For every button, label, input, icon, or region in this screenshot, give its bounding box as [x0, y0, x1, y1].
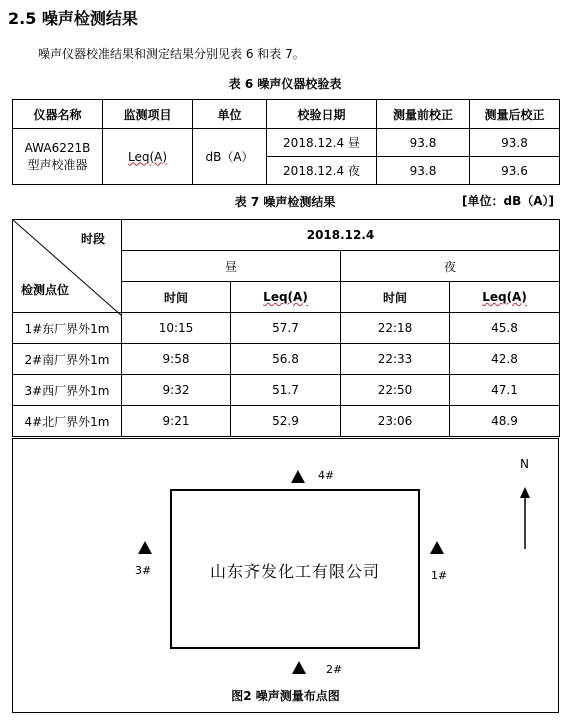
- table7-caption: 表 7 噪声检测结果: [234, 195, 336, 209]
- col-leq-day: Leq(A): [263, 290, 308, 304]
- day-time: 9:58: [122, 344, 231, 375]
- point-label-1: 1#: [431, 569, 448, 582]
- col-leq-night: Leq(A): [482, 290, 527, 304]
- calib-before: 93.8: [377, 129, 470, 157]
- section-title: 2.5 噪声检测结果: [8, 9, 138, 28]
- day-leq: 52.9: [231, 406, 341, 437]
- day-time: 9:32: [122, 375, 231, 406]
- header-before: 测量前校正: [377, 100, 470, 129]
- factory-name: 山东齐发化工有限公司: [209, 562, 380, 581]
- day-header: 昼: [122, 251, 341, 282]
- intro-paragraph: 噪声仪器校准结果和测定结果分别见表 6 和表 7。: [38, 47, 305, 61]
- night-leq: 42.8: [450, 344, 560, 375]
- day-leq: 57.7: [231, 313, 341, 344]
- table-row: [13, 313, 560, 344]
- col-time-day: 时间: [122, 282, 231, 313]
- calib-before: 93.8: [377, 157, 470, 185]
- point-label-2: 2#: [326, 663, 343, 676]
- calib-after: 93.8: [470, 129, 560, 157]
- layout-figure: [12, 438, 559, 713]
- unit-value: dB（A）: [193, 129, 267, 185]
- calib-after: 93.6: [470, 157, 560, 185]
- day-time: 9:21: [122, 406, 231, 437]
- noise-results-table: [12, 219, 560, 437]
- table-row: [13, 406, 560, 437]
- col-time-night: 时间: [341, 282, 450, 313]
- factory-outline: [170, 489, 420, 649]
- night-time: 22:18: [341, 313, 450, 344]
- table-row: [13, 375, 560, 406]
- point-label-4: 4#: [318, 469, 335, 482]
- point-name: 3#西厂界外1m: [13, 375, 122, 406]
- header-item: 监测项目: [103, 100, 193, 129]
- night-leq: 47.1: [450, 375, 560, 406]
- north-arrow-icon: [518, 487, 532, 551]
- corner-header: [13, 220, 122, 313]
- header-after: 测量后校正: [470, 100, 560, 129]
- night-header: 夜: [341, 251, 560, 282]
- corner-bottom-label: 检测点位: [21, 283, 70, 297]
- date-header: 2018.12.4: [122, 220, 560, 251]
- night-leq: 48.9: [450, 406, 560, 437]
- instrument-name: AWA6221B型声校准器: [13, 129, 103, 185]
- night-time: 23:06: [341, 406, 450, 437]
- north-label: N: [520, 457, 529, 471]
- monitor-item: Leq(A): [127, 149, 168, 164]
- table-row: [13, 129, 560, 157]
- calibration-table: [12, 99, 560, 185]
- day-leq: 51.7: [231, 375, 341, 406]
- point-name: 2#南厂界外1m: [13, 344, 122, 375]
- table7-unit-note: [单位：dB（A）]: [462, 194, 554, 208]
- header-instrument: 仪器名称: [13, 100, 103, 129]
- triangle-marker-icon: [292, 661, 306, 674]
- table6-caption: 表 6 噪声仪器校验表: [228, 77, 342, 91]
- night-time: 22:33: [341, 344, 450, 375]
- point-name: 4#北厂界外1m: [13, 406, 122, 437]
- point-name: 1#东厂界外1m: [13, 313, 122, 344]
- day-time: 10:15: [122, 313, 231, 344]
- triangle-marker-icon: [430, 541, 444, 554]
- table-row: [13, 344, 560, 375]
- diagonal-line: [13, 220, 122, 316]
- header-unit: 单位: [193, 100, 267, 129]
- calib-date: 2018.12.4 昼: [267, 129, 377, 157]
- figure-caption: 图2 噪声测量布点图: [231, 689, 340, 703]
- triangle-marker-icon: [291, 470, 305, 483]
- day-leq: 56.8: [231, 344, 341, 375]
- header-date: 校验日期: [267, 100, 377, 129]
- triangle-marker-icon: [138, 541, 152, 554]
- night-time: 22:50: [341, 375, 450, 406]
- point-label-3: 3#: [135, 564, 152, 577]
- calib-date: 2018.12.4 夜: [267, 157, 377, 185]
- night-leq: 45.8: [450, 313, 560, 344]
- corner-top-label: 时段: [80, 232, 105, 246]
